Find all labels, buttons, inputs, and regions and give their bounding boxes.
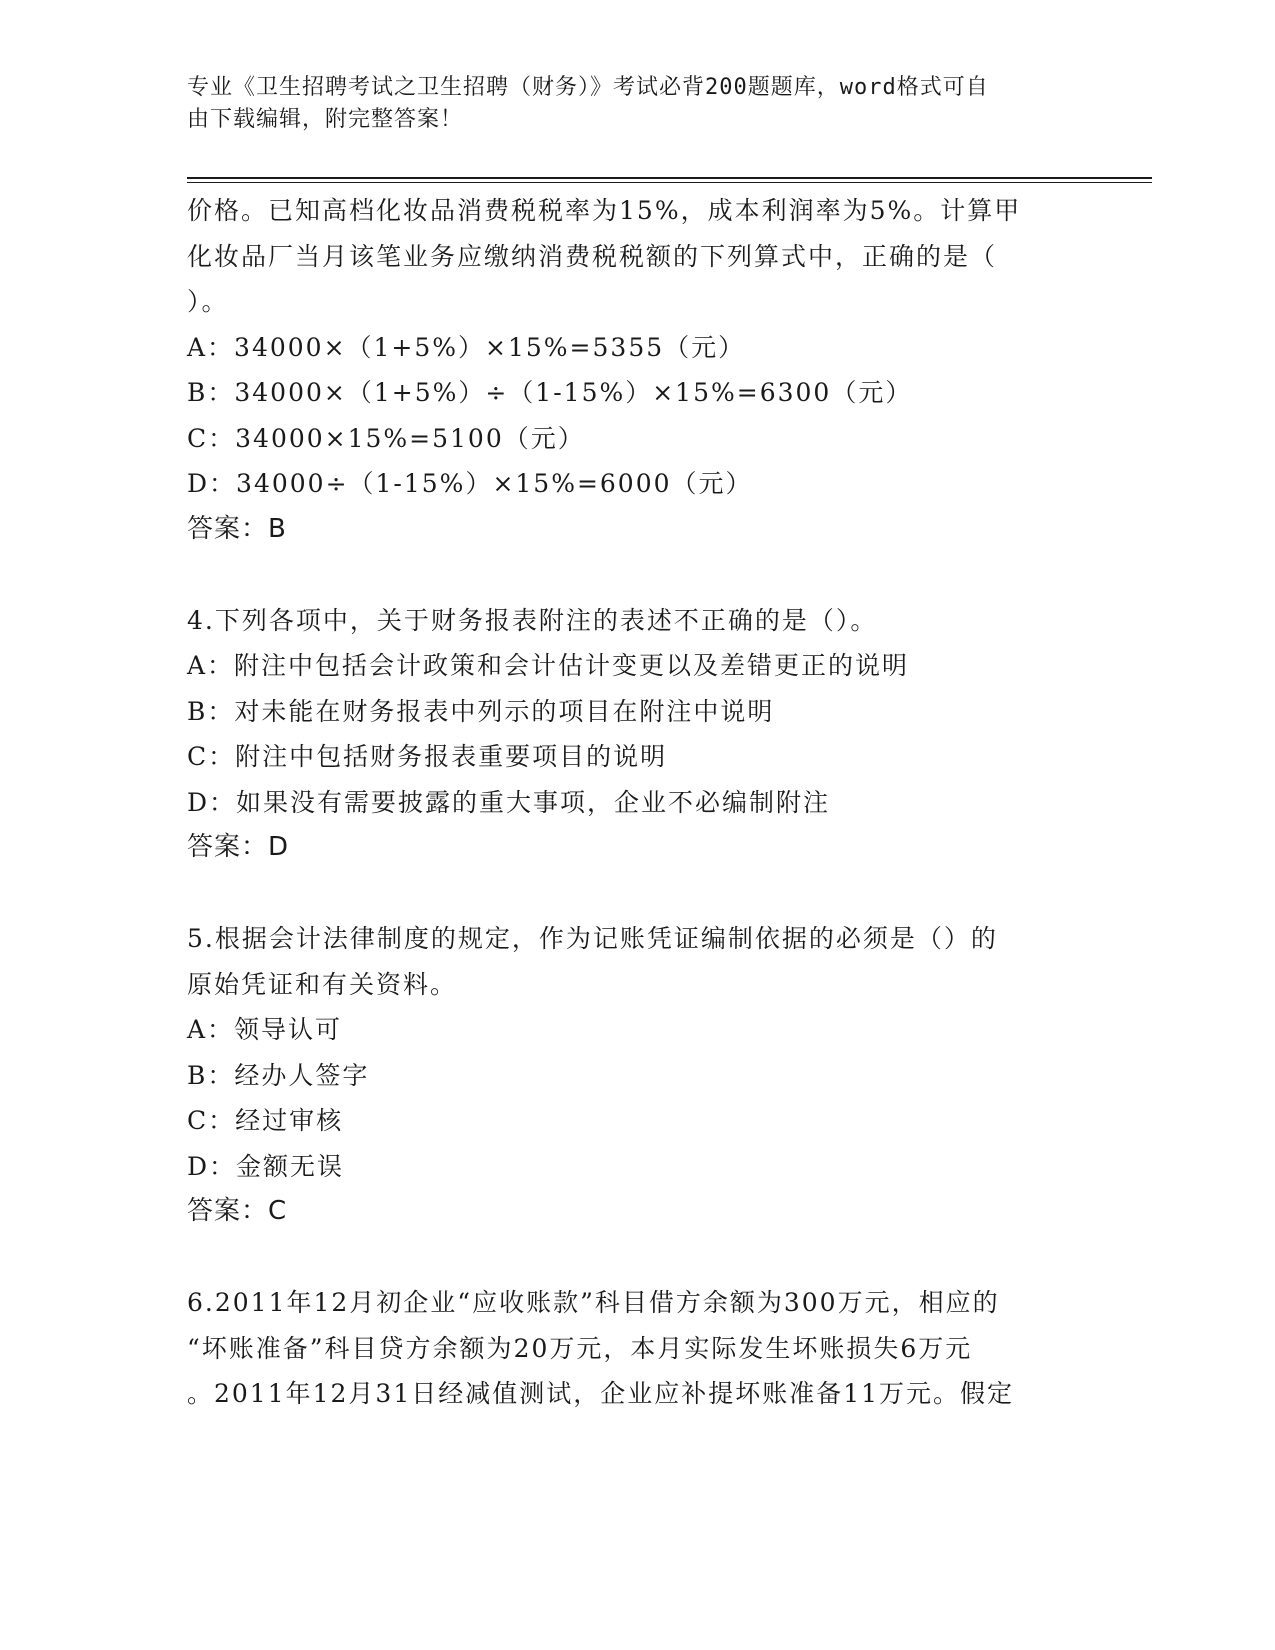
spacer	[187, 552, 1087, 598]
answer-line: 答案：B	[187, 513, 287, 544]
header-line-2: 由下载编辑，附完整答案！	[187, 107, 464, 132]
question-stem-line: 价格。已知高档化妆品消费税税率为15%，成本利润率为5%。计算甲	[187, 196, 1022, 225]
header-line-1: 专业《卫生招聘考试之卫生招聘（财务）》考试必背200题题库，word格式可自	[187, 75, 989, 100]
question-stem-line: “坏账准备”科目贷方余额为20万元，本月实际发生坏账损失6万元	[187, 1333, 973, 1363]
header-rule-thick	[187, 177, 1152, 179]
option-a: A：领导认可	[187, 1015, 343, 1044]
option-c: C：附注中包括财务报表重要项目的说明	[187, 742, 668, 771]
option-d: D：34000÷（1-15%）×15%=6000（元）	[187, 469, 753, 498]
question-stem-line: 5.根据会计法律制度的规定，作为记账凭证编制依据的必须是（）的	[187, 924, 998, 953]
option-a: A：附注中包括会计政策和会计估计变更以及差错更正的说明	[187, 651, 910, 680]
question-5	[187, 916, 1087, 1235]
option-b: B：34000×（1+5%）÷（1-15%）×15%=6300（元）	[187, 378, 913, 407]
header-rule-thin	[187, 182, 1152, 183]
question-stem: 4.下列各项中，关于财务报表附注的表述不正确的是（）。	[187, 605, 878, 635]
question-stem-line: ）。	[187, 287, 229, 316]
question-3-continued	[187, 188, 1087, 552]
question-stem-line: 化妆品厂当月该笔业务应缴纳消费税税额的下列算式中，正确的是（	[187, 241, 998, 271]
option-d: D：如果没有需要披露的重大事项，企业不必编制附注	[187, 787, 831, 817]
option-c: C：34000×15%=5100（元）	[187, 423, 585, 453]
question-6	[187, 1280, 1087, 1417]
option-d: D：金额无误	[187, 1151, 345, 1181]
question-stem-line: 6.2011年12月初企业“应收账款”科目借方余额为300万元，相应的	[187, 1288, 1000, 1317]
answer-line: 答案：C	[187, 1196, 288, 1226]
option-c: C：经过审核	[187, 1106, 344, 1135]
document-header	[187, 72, 1067, 136]
option-b: B：对未能在财务报表中列示的项目在附注中说明	[187, 696, 775, 726]
question-stem-line: 原始凭证和有关资料。	[187, 969, 458, 999]
answer-line: 答案：D	[187, 832, 290, 862]
option-b: B：经办人签字	[187, 1060, 370, 1090]
option-a: A：34000×（1+5%）×15%=5355（元）	[187, 332, 746, 362]
spacer	[187, 871, 1087, 917]
question-stem-line: 。2011年12月31日经减值测试，企业应补提坏账准备11万元。假定	[187, 1379, 1015, 1408]
question-4	[187, 598, 1087, 871]
document-body	[187, 188, 1087, 1417]
spacer	[187, 1235, 1087, 1281]
